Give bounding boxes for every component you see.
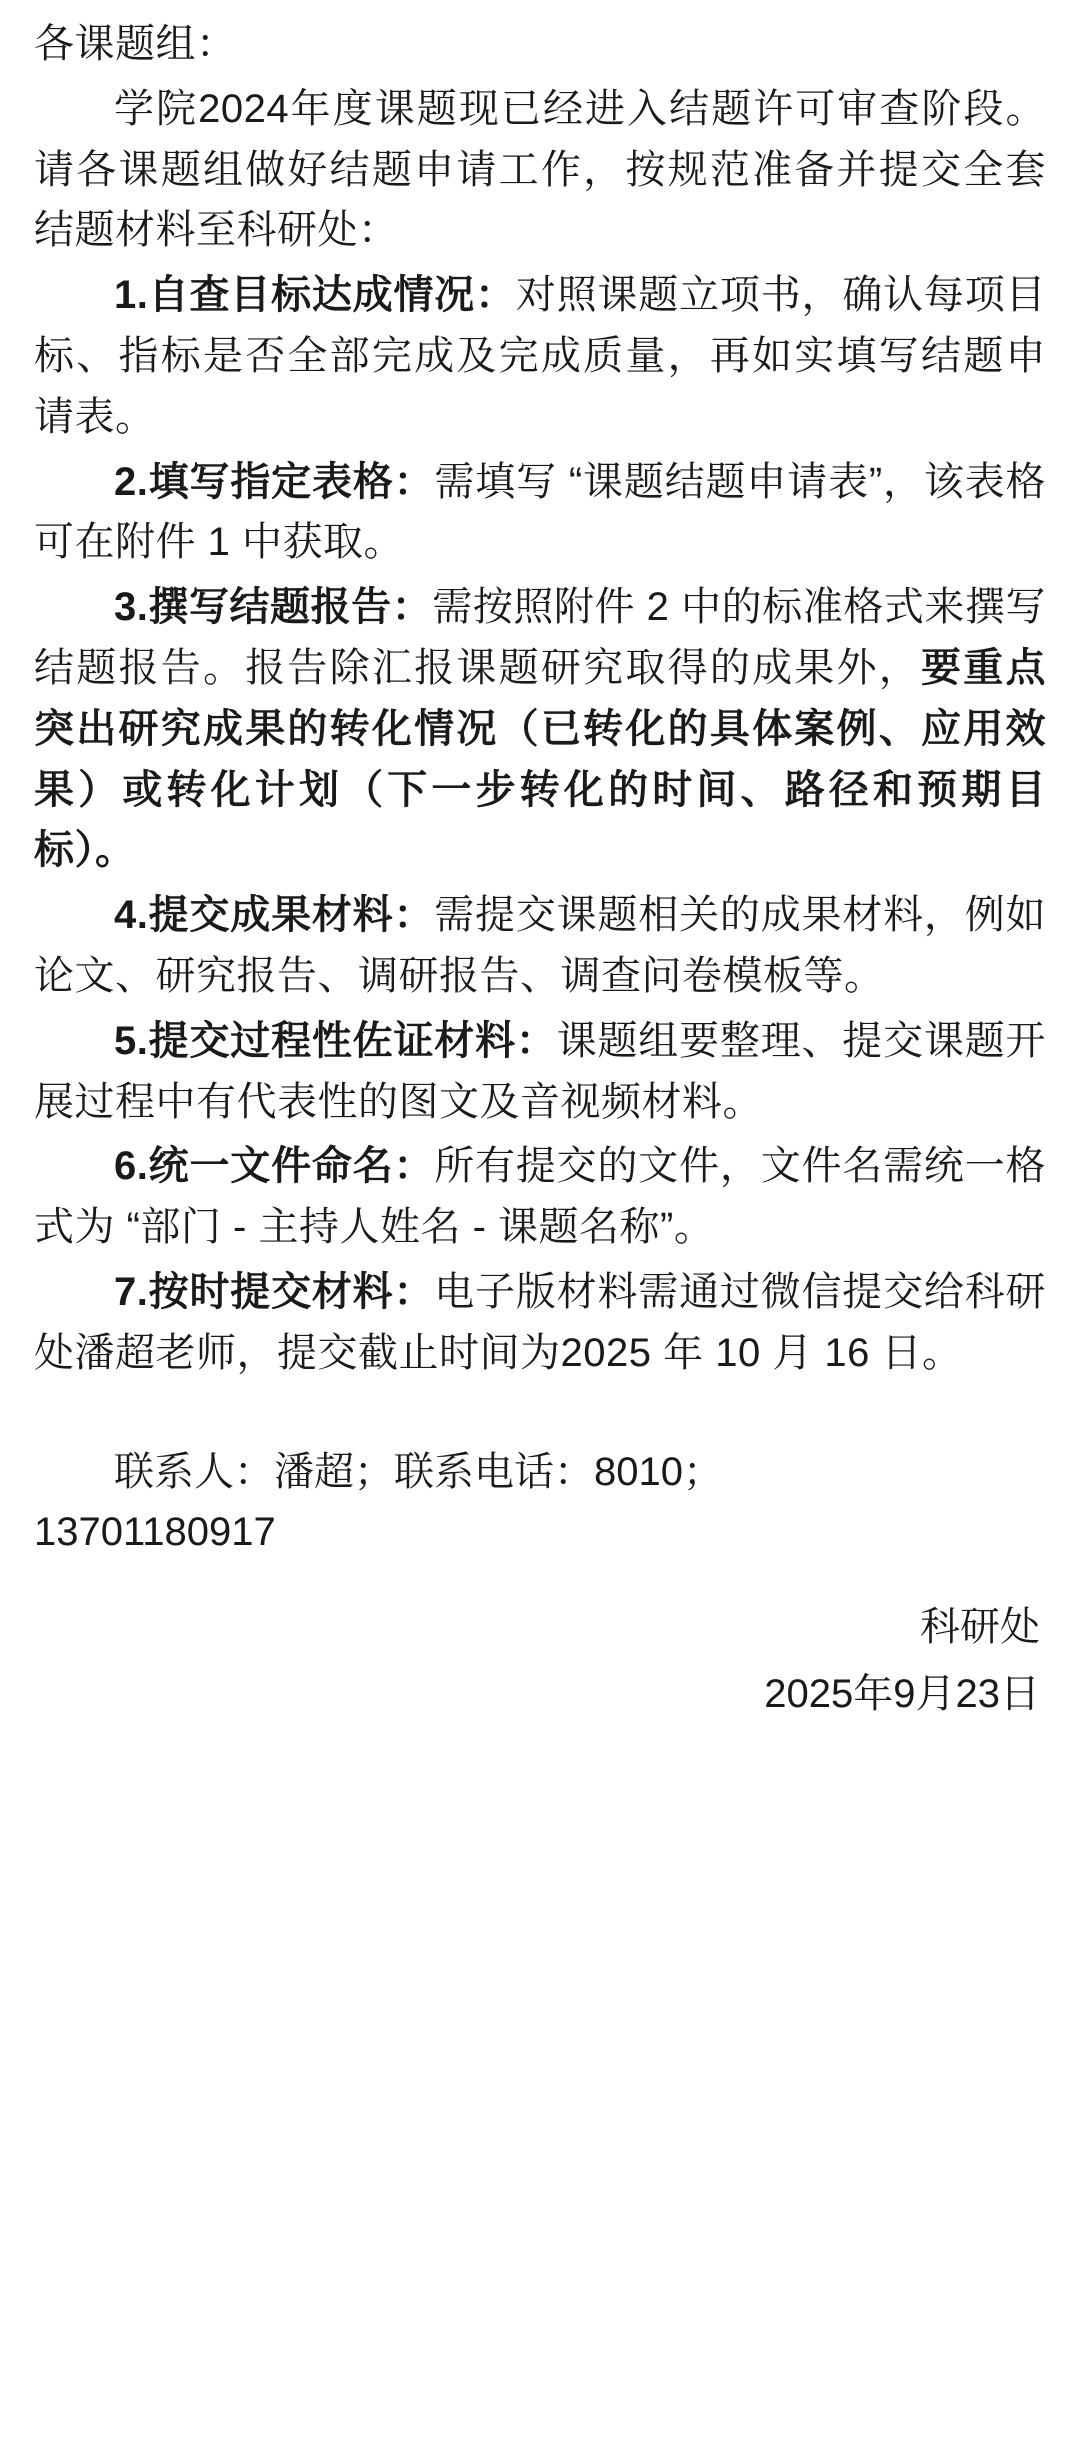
list-item [34,1262,1046,1384]
item-body: 需填写 “课题结题申请表”，该表格可在附件 1 中获取。 [34,459,1046,565]
list-item [34,452,1046,574]
item-number: 6. [114,1144,149,1189]
item-number: 5. [114,1018,149,1063]
item-number: 7. [114,1269,149,1314]
item-body: 电子版材料需通过微信提交给科研处潘超老师，提交截止时间为2025 年 10 月 16 日。 [34,1269,1047,1375]
item-number: 1. [114,273,149,318]
item-number: 3. [114,585,149,630]
item-title: 自查目标达成情况： [148,273,516,318]
item-body: 对照课题立项书，确认每项目标、指标是否全部完成及完成质量，再如实填写结题申请表。 [34,273,1047,439]
signature-department: 科研处 [920,1605,1040,1650]
intro-paragraph: 学院2024年度课题现已经进入结题许可审查阶段。请各课题组做好结题申请工作，按规范准备并提交全套结题材料至科研处： [34,86,1046,253]
item-body: 需提交课题相关的成果材料，例如论文、研究报告、调研报告、调查问卷模板等。 [34,893,1047,998]
item-body: 需按照附件 2 中的标准格式来撰写结题报告。报告除汇报课题研究取得的成果外， [34,585,1046,690]
item-body: 所有提交的文件，文件名需统一格式为 “部门 - 主持人姓名 - 课题名称”。 [34,1144,1047,1250]
salutation: 各课题组： [34,22,237,66]
signature-date: 2025年9月23日 [764,1671,1040,1716]
list-item [34,265,1046,447]
item-title: 提交成果材料： [148,893,435,938]
item-title: 填写指定表格： [148,459,435,504]
list-item [34,1011,1046,1133]
contact-line-1: 联系人：潘超；联系电话：8010； [114,1449,723,1494]
list-item [34,577,1046,881]
item-title: 提交过程性佐证材料： [148,1018,557,1063]
item-body: 课题组要整理、提交课题开展过程中有代表性的图文及音视频材料。 [34,1018,1047,1124]
contact-line-2: 13701180917 [34,1510,276,1555]
item-number: 2. [114,459,149,504]
item-number: 4. [114,893,149,938]
item-title: 按时提交材料： [148,1269,435,1314]
item-title: 统一文件命名： [148,1144,435,1189]
list-item [34,885,1046,1007]
item-title: 撰写结题报告： [148,585,433,630]
item-body-emphasis: 要重点突出研究成果的转化情况（已转化的具体案例、应用效果）或转化计划（下一步转化的时间、路径和预期目标）。 [34,645,1047,873]
vertical-spacer [34,1388,1046,1442]
list-item [34,1136,1046,1258]
